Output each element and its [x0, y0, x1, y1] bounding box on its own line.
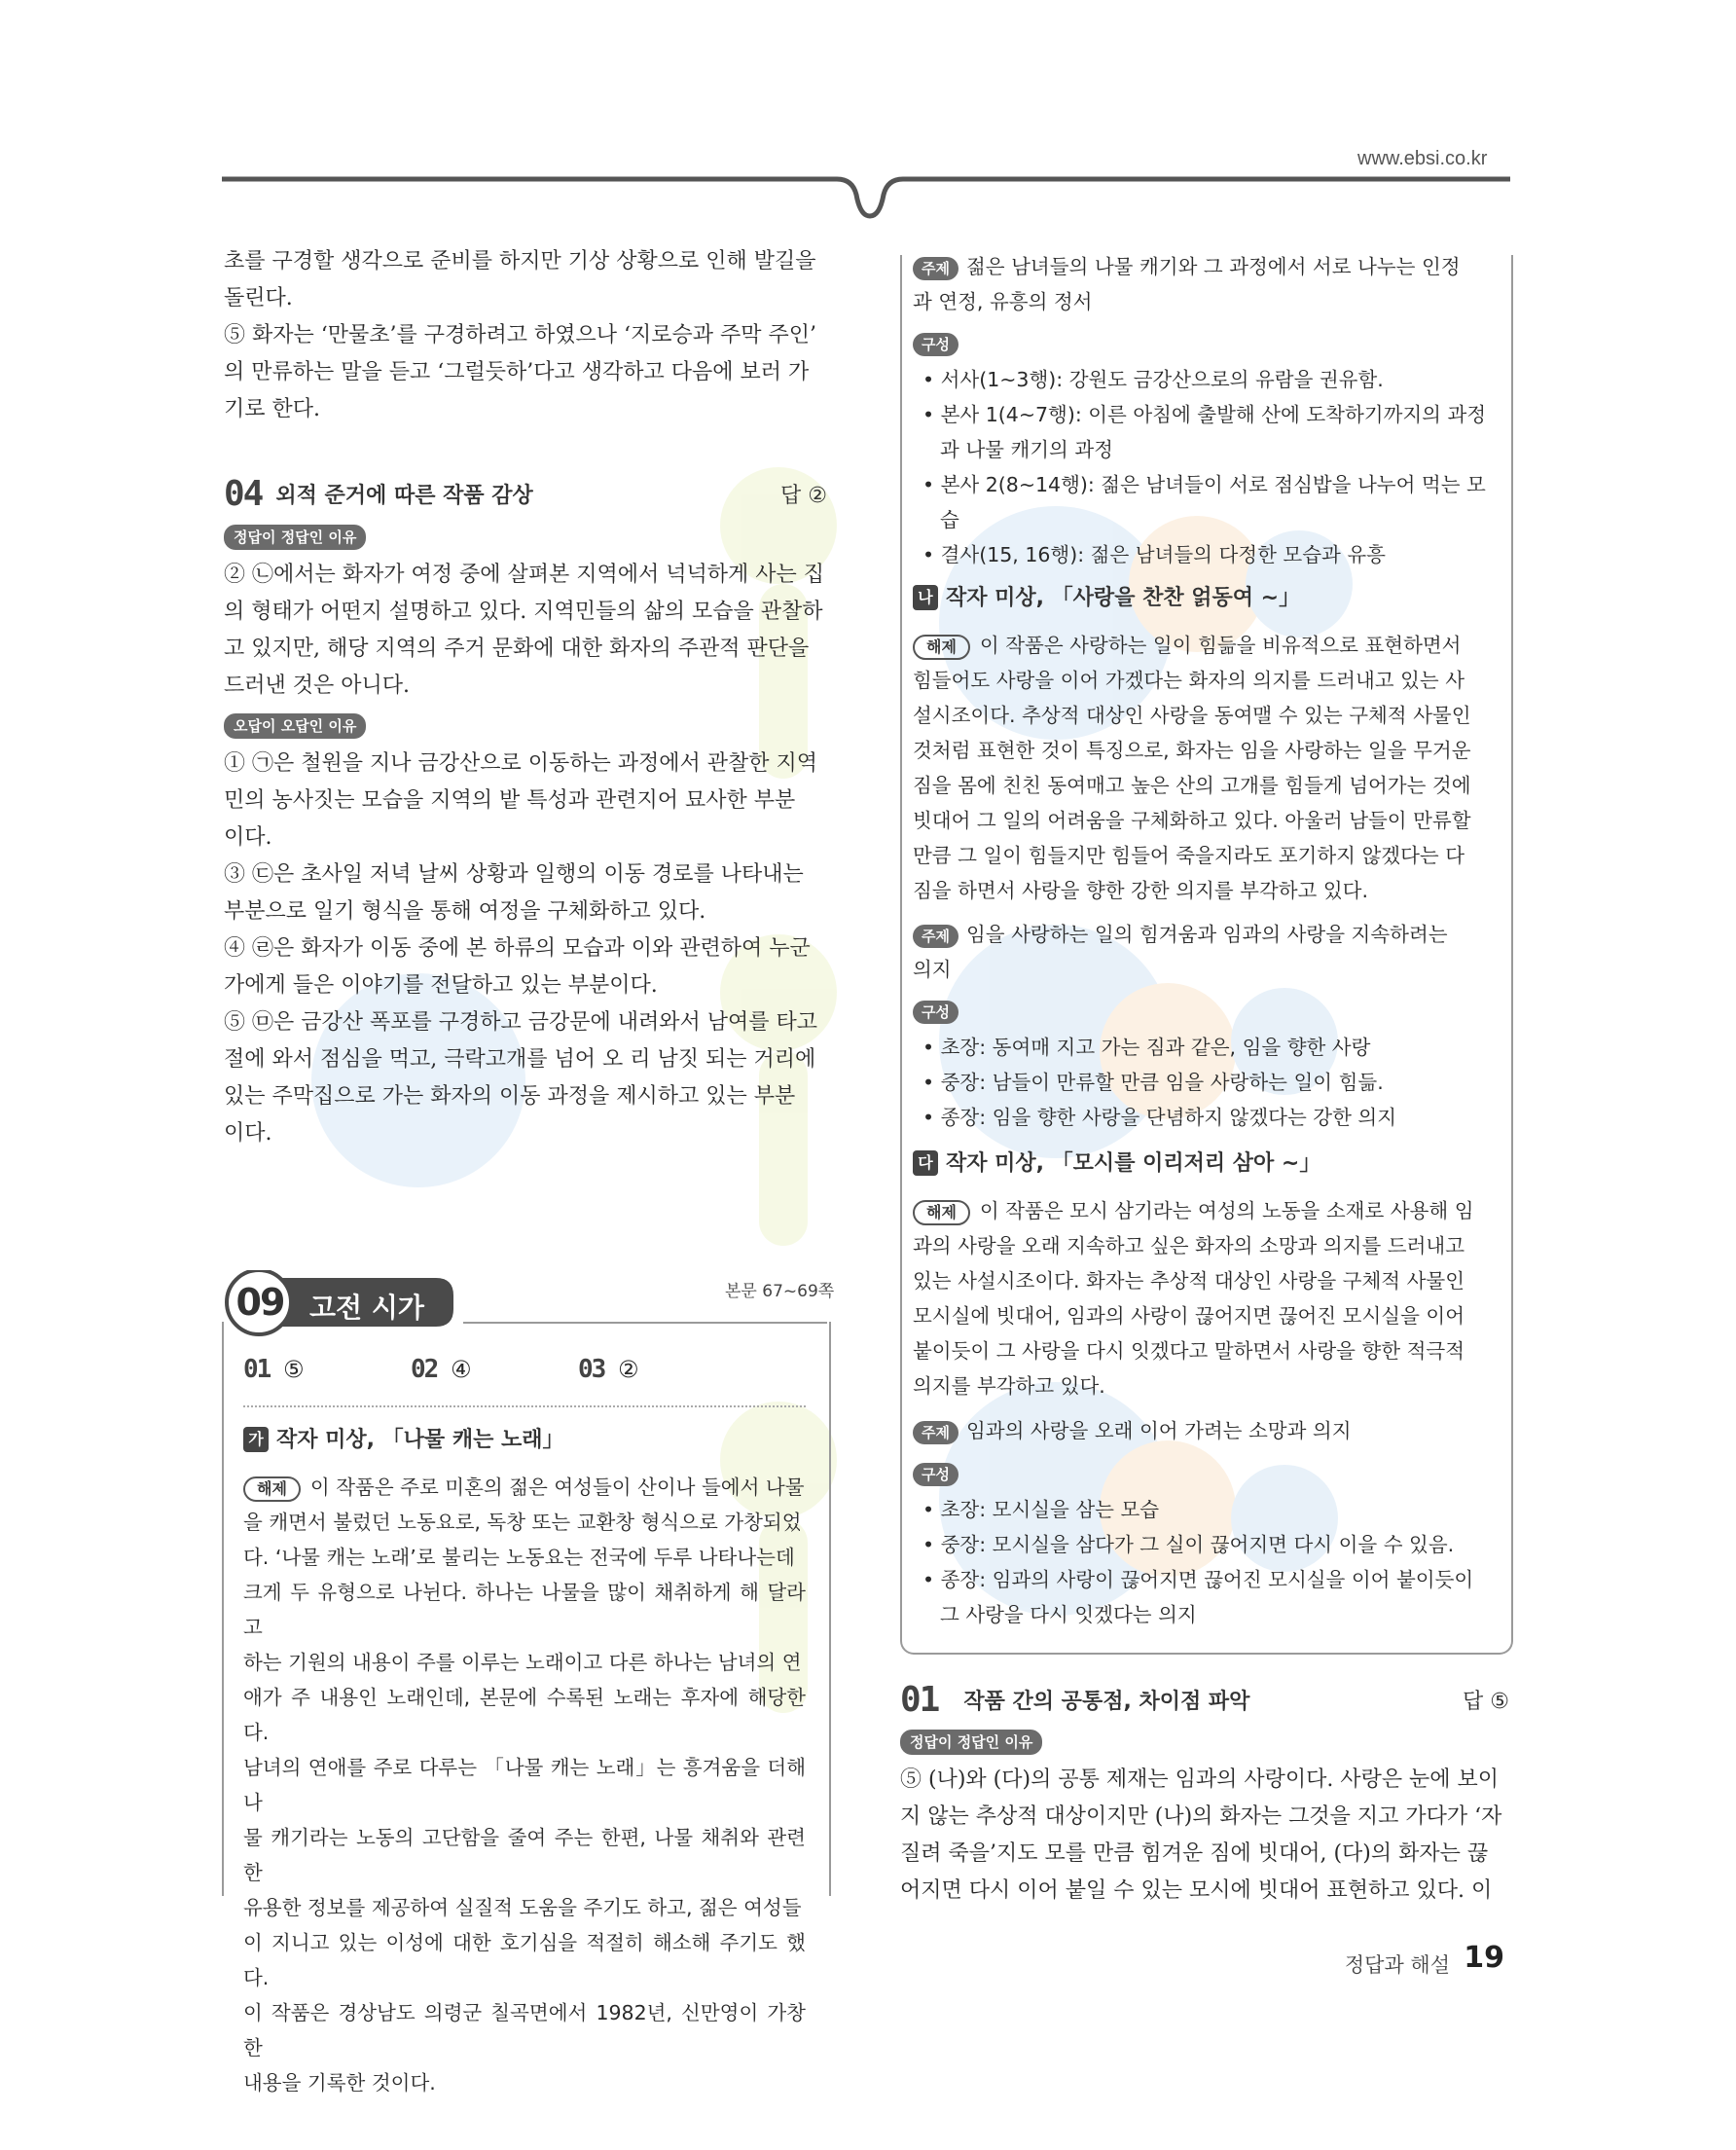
footer-label: 정답과 해설: [1344, 1953, 1450, 1977]
site-url: www.ebsi.co.kr: [1357, 148, 1488, 169]
question-04-header: [224, 474, 827, 513]
answer-key-row: [243, 1355, 808, 1384]
haeje-tag: 해제: [913, 635, 970, 660]
pill-label: 정답이 정답인 이유: [900, 1730, 1042, 1755]
text-line: 있는 주막집으로 가는 화자의 이동 과정을 제시하고 있는 부분: [224, 1084, 796, 1109]
text-line: 애가 주 내용인 노래인데, 본문에 수록된 노래는 후자에 해당한다.: [243, 1686, 806, 1744]
da-struct-label: [913, 1463, 1497, 1486]
struct-item-cont: 과 나물 캐기의 과정: [940, 438, 1113, 461]
text-line: ⑤ (나)와 (다)의 공통 제재는 임과의 사랑이다. 사랑은 눈에 보이: [900, 1767, 1500, 1792]
question-title: 작품 간의 공통점, 차이점 파악: [963, 1689, 1250, 1714]
text-line: 다. ‘나물 캐는 노래’로 불리는 노동요는 전국에 두루 나타나는데: [243, 1546, 795, 1569]
header-rule: [0, 0, 1736, 234]
answer-key-item: [411, 1355, 578, 1384]
text-line: ② ㉡에서는 화자가 여정 중에 살펴본 지역에서 넉넉하게 사는 집: [224, 563, 824, 587]
answer-number: 02: [411, 1355, 438, 1384]
text-line: 만큼 그 일이 힘들지만 힘들어 죽을지라도 포기하지 않겠다는 다: [913, 844, 1465, 867]
work-title: 작자 미상, 「나물 캐는 노래」: [276, 1428, 564, 1452]
struct-item: • 초장: 동여매 지고 가는 짐과 같은, 임을 향한 사랑: [922, 1036, 1371, 1059]
theme-tag: 주제: [913, 925, 958, 948]
text-line: 임을 사랑하는 일의 힘겨움과 임과의 사랑을 지속하려는: [965, 923, 1448, 946]
struct-item: • 중장: 모시실을 삼다가 그 실이 끊어지면 다시 이을 수 있음.: [922, 1533, 1455, 1556]
text-line: 설시조이다. 추상적 대상인 사랑을 동여맬 수 있는 구체적 사물인: [913, 704, 1471, 727]
text-line: 돌린다.: [224, 286, 293, 310]
text-line: ④ ㉣은 화자가 이동 중에 본 하류의 모습과 이와 관련하여 누군: [224, 936, 811, 961]
na-struct-label: [913, 1001, 1497, 1024]
q01-correct-label: [900, 1730, 1042, 1755]
text-line: 의지를 부각하고 있다.: [913, 1374, 1105, 1398]
question-number: 04: [224, 473, 263, 514]
struct-item: • 결사(15, 16행): 젊은 남녀들의 다정한 모습과 유흥: [922, 543, 1386, 566]
left-top-text: [224, 243, 827, 428]
work-title: 작자 미상, 「모시를 이리저리 삼아 ~」: [946, 1151, 1321, 1176]
text-line: 젊은 남녀들의 나물 캐기와 그 과정에서 서로 나누는 인정: [965, 255, 1461, 278]
answer-key-item: [578, 1355, 745, 1384]
text-line: 이다.: [224, 1121, 272, 1146]
haeje-tag: 해제: [913, 1200, 970, 1225]
text-line: 드러낸 것은 아니다.: [224, 674, 410, 698]
theme-tag: 주제: [913, 1421, 958, 1444]
text-line: 가에게 들은 이야기를 전달하고 있는 부분이다.: [224, 973, 658, 998]
struct-item-cont: 습: [940, 508, 959, 531]
struct-item: • 종장: 임을 향한 사랑을 단념하지 않겠다는 강한 의지: [922, 1106, 1396, 1129]
text-line: 지 않는 추상적 대상이지만 (나)의 화자는 그것을 지고 가다가 ‘자: [900, 1804, 1502, 1829]
struct-item: • 중장: 남들이 만류할 만큼 임을 사랑하는 일이 힘듦.: [922, 1071, 1384, 1094]
text-line: 의 만류하는 말을 듣고 ‘그럴듯하’다고 생각하고 다음에 보러 가: [224, 360, 810, 384]
struct-item: • 본사 2(8~14행): 젊은 남녀들이 서로 점심밥을 나누어 먹는 모: [922, 473, 1486, 496]
section-title: 고전 시가: [309, 1292, 424, 1324]
haeje-tag: 해제: [243, 1476, 301, 1502]
work-title: 작자 미상, 「사랑을 찬찬 얽동여 ~」: [946, 586, 1301, 610]
struct-item: • 종장: 임과의 사랑이 끊어지면 끊어진 모시실을 이어 붙이듯이: [922, 1568, 1474, 1591]
text-line: ⑤ 화자는 ‘만물초’를 구경하려고 하였으나 ‘지로승과 주막 주인’: [224, 323, 816, 347]
text-line: 붙이듯이 그 사랑을 다시 잇겠다고 말하면서 사랑을 향한 적극적: [913, 1339, 1465, 1363]
struct-item: • 본사 1(4~7행): 이른 아침에 출발해 산에 도착하기까지의 과정: [922, 403, 1487, 426]
text-line: 의지: [913, 958, 952, 981]
text-line: 빗대어 그 일의 어려움을 구체화하고 있다. 아울러 남들이 만류할: [913, 809, 1471, 832]
text-line: 것처럼 표현한 것이 특징으로, 화자는 임을 사랑하는 일을 무거운: [913, 739, 1471, 762]
text-line: 이 작품은 주로 미혼의 젊은 여성들이 산이나 들에서 나물: [309, 1476, 805, 1499]
text-line: 절에 와서 점심을 먹고, 극락고개를 넘어 오 리 남짓 되는 거리에: [224, 1047, 816, 1072]
dotted-divider: [243, 1405, 806, 1407]
text-line: 이다.: [224, 825, 272, 850]
text-line: 민의 농사짓는 모습을 지역의 밭 특성과 관련지어 묘사한 부분: [224, 788, 796, 813]
text-line: 의 형태가 어떤지 설명하고 있다. 지역민들의 삶의 모습을 관찰하: [224, 600, 823, 624]
text-line: 이 지니고 있는 이성에 대한 호기심을 적절히 해소해 주기도 했다.: [243, 1931, 806, 1989]
text-line: ① ㉠은 철원을 지나 금강산으로 이동하는 과정에서 관찰한 지역: [224, 751, 817, 776]
text-line: ⑤ ㉤은 금강산 폭포를 구경하고 금강문에 내려와서 남여를 타고: [224, 1010, 817, 1035]
answer-value: ②: [617, 1356, 639, 1383]
text-line: 이 작품은 모시 삼기라는 여성의 노동을 소재로 사용해 임: [979, 1199, 1474, 1222]
text-line: 임과의 사랑을 오래 이어 가려는 소망과 의지: [965, 1419, 1352, 1442]
text-line: 이 작품은 경상남도 의령군 칠곡면에서 1982년, 신만영이 가창한: [243, 2001, 806, 2059]
work-ga-haeje: [243, 1470, 806, 2100]
question-01-header: [900, 1680, 1509, 1719]
theme-tag: 주제: [913, 257, 958, 280]
question-number: 01: [900, 1679, 939, 1720]
na-theme: [913, 917, 1497, 987]
na-struct: [913, 1030, 1497, 1135]
struct-tag: 구성: [913, 1463, 958, 1486]
text-line: 유용한 정보를 제공하여 실질적 도움을 주기도 하고, 젊은 여성들: [243, 1896, 802, 1919]
work-da-haeje: [913, 1193, 1497, 1403]
correct-reason-text: [224, 557, 827, 705]
text-line: 하는 기원의 내용이 주를 이루는 노래이고 다른 하나는 남녀의 연: [243, 1651, 802, 1674]
work-na-haeje: [913, 628, 1497, 908]
text-line: 초를 구경할 생각으로 준비를 하지만 기상 상황으로 인해 발길을: [224, 249, 816, 273]
text-line: 내용을 기록한 것이다.: [243, 2071, 436, 2095]
answer-value: ④: [450, 1356, 472, 1383]
question-answer: 답 ②: [780, 483, 827, 508]
text-line: 어지면 다시 이어 붙일 수 있는 모시에 빗대어 표현하고 있다. 이: [900, 1878, 1493, 1903]
struct-tag: 구성: [913, 1001, 958, 1024]
ga-struct-label: [913, 333, 1497, 356]
answer-key-item: [243, 1355, 411, 1384]
text-line: 남녀의 연애를 주로 다루는 「나물 캐는 노래」는 흥겨움을 더해 나: [243, 1756, 806, 1814]
pill-label: 정답이 정답인 이유: [224, 525, 366, 550]
text-line: 이 작품은 사랑하는 일이 힘듦을 비유적으로 표현하면서: [979, 634, 1462, 657]
page-number: 19: [1464, 1941, 1504, 1975]
work-mark: 다: [913, 1150, 938, 1176]
struct-item: • 초장: 모시실을 삼는 모습: [922, 1498, 1160, 1521]
text-line: 물 캐기라는 노동의 고단함을 줄여 주는 한편, 나물 채취와 관련한: [243, 1826, 806, 1884]
answer-number: 03: [578, 1355, 605, 1384]
da-struct: [913, 1492, 1497, 1632]
text-line: 짐을 하면서 사랑을 향한 강한 의지를 부각하고 있다.: [913, 879, 1368, 902]
text-line: 모시실에 빗대어, 임과의 사랑이 끊어지면 끊어진 모시실을 이어: [913, 1304, 1465, 1328]
text-line: 크게 두 유형으로 나뉜다. 하나는 나물을 많이 채취하게 해 달라고: [243, 1581, 806, 1639]
ga-struct: [913, 362, 1497, 572]
ga-theme: [913, 249, 1497, 319]
correct-reason-label: [224, 525, 827, 550]
work-da-title: [913, 1147, 1497, 1177]
text-line: 질려 죽을’지도 모를 만큼 힘겨운 짐에 빗대어, (다)의 화자는 끊: [900, 1841, 1489, 1866]
q01-correct-text: [900, 1762, 1509, 1910]
answer-value: ⑤: [282, 1356, 305, 1383]
wrong-reason-label: [224, 713, 827, 739]
struct-item: • 서사(1~3행): 강원도 금강산으로의 유람을 권유함.: [922, 368, 1384, 391]
wrong-reason-text: [224, 746, 827, 1152]
struct-tag: 구성: [913, 333, 958, 356]
text-line: 고 있지만, 해당 지역의 주거 문화에 대한 화자의 주관적 판단을: [224, 637, 810, 661]
work-mark: 나: [913, 585, 938, 610]
text-line: 을 캐면서 불렀던 노동요로, 독창 또는 교환창 형식으로 가창되었: [243, 1511, 802, 1534]
text-line: 짐을 몸에 친친 동여매고 높은 산의 고개를 힘들게 넘어가는 것에: [913, 774, 1471, 797]
text-line: 과 연정, 유흥의 정서: [913, 290, 1093, 313]
work-mark: 가: [243, 1427, 269, 1452]
pill-label: 오답이 오답인 이유: [224, 713, 366, 739]
text-line: 있는 사설시조이다. 화자는 추상적 대상인 사랑을 구체적 사물인: [913, 1269, 1465, 1293]
work-na-title: [913, 581, 1497, 611]
text-line: 힘들어도 사랑을 이어 가겠다는 화자의 의지를 드러내고 있는 사: [913, 669, 1465, 692]
section-pages: 본문 67~69쪽: [725, 1282, 835, 1301]
struct-item-cont: 그 사랑을 다시 잇겠다는 의지: [940, 1603, 1197, 1626]
text-line: 기로 한다.: [224, 397, 320, 421]
text-line: 부분으로 일기 형식을 통해 여정을 구체화하고 있다.: [224, 899, 706, 924]
work-ga-title: [243, 1423, 806, 1453]
question-title: 외적 준거에 따른 작품 감상: [275, 483, 533, 508]
text-line: 과의 사랑을 오래 지속하고 싶은 화자의 소망과 의지를 드러내고: [913, 1234, 1465, 1257]
text-line: ③ ㉢은 초사일 저녁 날씨 상황과 일행의 이동 경로를 나타내는: [224, 862, 804, 887]
answer-number: 01: [243, 1355, 271, 1384]
question-answer: 답 ⑤: [1463, 1689, 1509, 1714]
da-theme: [913, 1413, 1497, 1448]
section-number: 09: [235, 1281, 284, 1324]
